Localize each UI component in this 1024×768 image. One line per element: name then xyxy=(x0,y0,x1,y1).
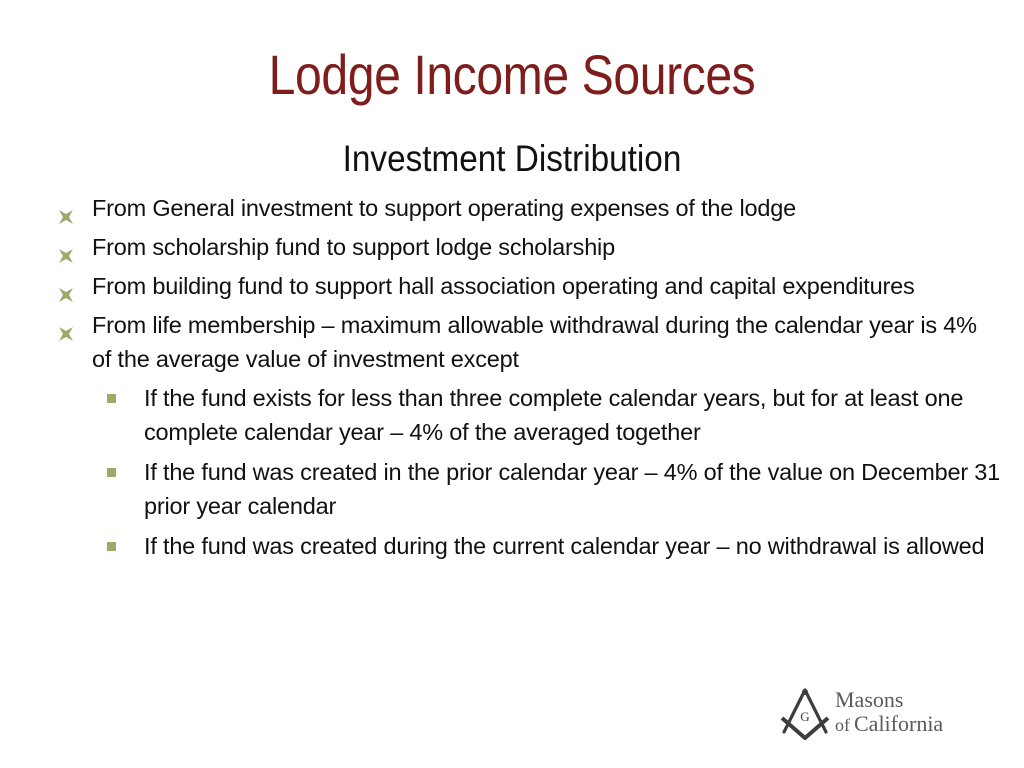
sub-bullet-text: If the fund was created in the prior calendar year – 4% of the value on December 31 prior year calendar xyxy=(144,459,1001,519)
star-bullet-icon xyxy=(58,278,74,294)
bullet-text: From scholarship fund to support lodge scholarship xyxy=(92,234,615,260)
star-bullet-icon xyxy=(58,200,74,216)
logo-text xyxy=(835,688,943,737)
sub-bullet-text: If the fund exists for less than three complete calendar years, but for at least one complete calendar year – 4% of the averaged together xyxy=(144,385,964,445)
bullet-item xyxy=(0,269,992,303)
bullet-list xyxy=(0,191,1024,569)
masons-of-california-logo xyxy=(778,688,978,744)
square-bullet-icon xyxy=(107,468,116,477)
slide-subtitle: Investment Distribution xyxy=(342,138,682,179)
bullet-item xyxy=(0,191,992,225)
sub-bullet-item xyxy=(0,455,1019,523)
logo-line-2-main: California xyxy=(854,711,944,736)
sub-bullet-text: If the fund was created during the current calendar year – no withdrawal is allowed xyxy=(144,533,985,559)
bullet-item xyxy=(0,230,992,264)
logo-line-2-prefix: of xyxy=(835,715,850,735)
square-and-compasses-icon xyxy=(778,688,832,740)
logo-line-1: Masons xyxy=(835,687,904,712)
emblem-letter: G xyxy=(800,709,810,724)
bullet-text: From building fund to support hall association operating and capital expenditures xyxy=(92,273,915,299)
slide-title: Lodge Income Sources xyxy=(268,43,756,106)
square-bullet-icon xyxy=(107,394,116,403)
bullet-text: From General investment to support operating expenses of the lodge xyxy=(92,195,796,221)
star-bullet-icon xyxy=(58,317,74,333)
sub-bullet-item xyxy=(0,381,1019,449)
square-bullet-icon xyxy=(107,542,116,551)
bullet-text: From life membership – maximum allowable withdrawal during the calendar year is 4% of the average value of investment except xyxy=(92,312,977,372)
logo-line-2 xyxy=(835,712,943,737)
star-bullet-icon xyxy=(58,239,74,255)
sub-bullet-item xyxy=(0,529,1019,563)
bullet-item xyxy=(0,308,992,376)
